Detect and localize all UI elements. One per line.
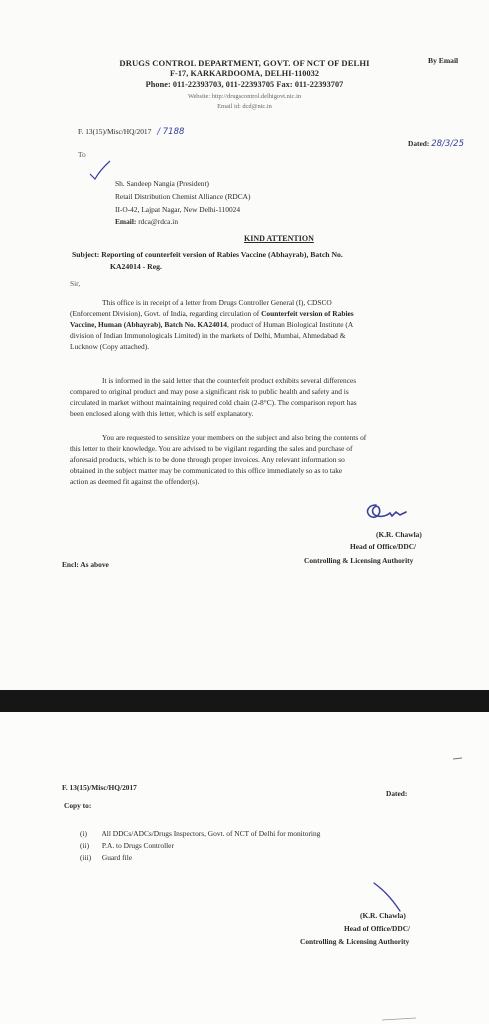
para1-line-2b: Counterfeit version of Rabies bbox=[261, 309, 354, 318]
page-bottom-mark bbox=[380, 1014, 420, 1022]
copy-item-1 bbox=[80, 829, 320, 838]
copy-item-2-number: (ii) bbox=[80, 841, 90, 850]
salutation: Sir, bbox=[70, 279, 81, 288]
copy-item-3-number: (iii) bbox=[80, 853, 92, 862]
handwritten-signature bbox=[362, 500, 418, 524]
copy-item-1-text: All DDCs/ADCs/Drugs Inspectors, Govt. of NCT of Delhi for monitoring bbox=[101, 829, 321, 838]
copy-signatory-title-2: Controlling & Licensing Authority bbox=[300, 937, 410, 946]
copy-signatory-name: (K.R. Chawla) bbox=[360, 911, 406, 920]
para1-line-3 bbox=[70, 320, 353, 329]
para3-line-1: You are requested to sensitize your members on the subject and also bring the contents of bbox=[102, 433, 367, 442]
page-separator bbox=[0, 690, 489, 712]
subject-label: Subject: bbox=[72, 250, 100, 259]
signatory-name: (K.R. Chawla) bbox=[376, 530, 422, 539]
kind-attention-heading: KIND ATTENTION bbox=[244, 234, 314, 243]
para1-line-1: This office is in receipt of a letter from Drugs Controller General (I), CDSCO bbox=[102, 298, 332, 307]
para3-line-2: this letter to their knowledge. You are advised to be vigilant regarding the sales and purchase of bbox=[70, 444, 353, 453]
copy-item-3 bbox=[80, 853, 132, 862]
para1-line-5: Lucknow (Copy attached). bbox=[70, 342, 150, 351]
para3-line-5: action as deemed fit against the offender(s). bbox=[70, 477, 200, 486]
copy-item-2-text: P.A. to Drugs Controller bbox=[101, 841, 174, 850]
copy-signatory-title-1: Head of Office/DDC/ bbox=[344, 924, 411, 933]
to-label: To bbox=[78, 150, 86, 159]
department-name: DRUGS CONTROL DEPARTMENT, GOVT. OF NCT OF DELHI bbox=[119, 58, 370, 68]
reference-number bbox=[78, 127, 184, 137]
addressee-email bbox=[115, 217, 178, 226]
copy-reference-number: F. 13(15)/Misc/HQ/2017 bbox=[62, 783, 137, 792]
para2-line-2: compared to original product and may pose a significant risk to public health and safety and is bbox=[70, 387, 349, 396]
addressee-line-3: II-O-42, Lajpat Nagar, New Delhi-110024 bbox=[115, 205, 241, 214]
reference-number-text: F. 13(15)/Misc/HQ/2017 bbox=[78, 127, 152, 136]
copy-item-1-number: (i) bbox=[80, 829, 87, 838]
subject-line-1 bbox=[72, 250, 343, 259]
enclosure-note: Encl: As above bbox=[62, 560, 109, 569]
department-address: F-17, KARKARDOOMA, DELHI-110032 bbox=[169, 69, 320, 78]
subject-text-1: Reporting of counterfeit version of Rabies Vaccine (Abhayrab), Batch No. bbox=[101, 250, 343, 259]
department-phone: Phone: 011-22393703, 011-22393705 Fax: 011-22393707 bbox=[145, 80, 344, 89]
para2-line-3: circulated in market without maintaining required cold chain (2-8°C). The comparison report has bbox=[70, 398, 357, 407]
copy-to-label: Copy to: bbox=[64, 801, 92, 810]
copy-item-3-text: Guard file bbox=[101, 853, 133, 862]
para1-line-3b: , product of Human Biological Institute (A bbox=[227, 320, 354, 329]
handwritten-initial bbox=[370, 880, 406, 914]
dated-field bbox=[408, 139, 464, 149]
by-email-label: By Email bbox=[428, 56, 459, 65]
para1-line-2a: (Enforcement Division), Govt. of India, regarding circulation of bbox=[70, 309, 262, 318]
reference-handwritten-number: / 7188 bbox=[157, 127, 185, 137]
addressee-line-1: Sh. Sandeep Nangia (President) bbox=[115, 179, 210, 188]
addressee-line-2: Retail Distribution Chemist Alliance (RDCA) bbox=[115, 192, 251, 201]
para1-line-4: division of Indian Immunologicals Limited) in the markets of Delhi, Mumbai, Ahmedabad & bbox=[70, 331, 346, 340]
handwritten-tick-mark bbox=[88, 160, 112, 180]
signatory-title-1: Head of Office/DDC/ bbox=[350, 542, 417, 551]
department-email: Email id: dcd@nic.in bbox=[217, 103, 272, 110]
letter-page-2 bbox=[0, 712, 489, 1024]
addressee-email-value: rdca@rdca.in bbox=[138, 217, 179, 226]
department-website: Website: http://drugscontrol.delhigovt.nic.in bbox=[187, 93, 302, 100]
addressee-email-label: Email: bbox=[115, 217, 137, 226]
para2-line-1: It is informed in the said letter that the counterfeit product exhibits several differences bbox=[102, 376, 357, 385]
para1-line-3a: Vaccine, Human (Abhayrab), Batch No. KA24014 bbox=[70, 320, 227, 329]
signatory-title-2: Controlling & Licensing Authority bbox=[304, 556, 414, 565]
dated-label: Dated: bbox=[408, 139, 430, 148]
copy-dated-label: Dated: bbox=[386, 789, 408, 798]
copy-item-2 bbox=[80, 841, 174, 850]
subject-line-2: KA24014 - Reg. bbox=[110, 262, 162, 271]
para2-line-4: been enclosed along with this letter, which is self explanatory. bbox=[70, 409, 254, 418]
dated-handwritten-value: 28/3/25 bbox=[431, 139, 464, 149]
para3-line-3: aforesaid products, which is to be done through proper invoices. Any relevant information so bbox=[70, 455, 345, 464]
para1-line-2 bbox=[70, 309, 354, 318]
page-mark bbox=[452, 756, 464, 762]
para3-line-4: obtained in the subject matter may be communicated to this office immediately so as to take bbox=[70, 466, 343, 475]
